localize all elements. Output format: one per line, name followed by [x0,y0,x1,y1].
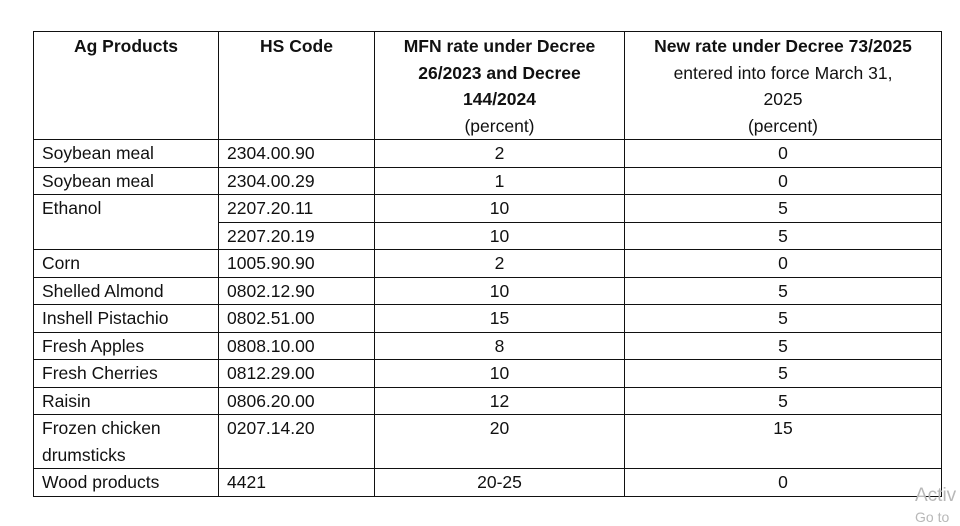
cell-new-rate: 5 [625,195,942,223]
table-row [34,415,942,469]
cell-hs-code: 4421 [219,469,375,497]
cell-hs-code: 1005.90.90 [219,250,375,278]
cell-new-rate: 15 [625,415,942,469]
cell-new-rate: 0 [625,469,942,497]
cell-mfn-rate: 15 [375,305,625,333]
cell-product: Soybean meal [34,140,219,168]
cell-new-rate: 0 [625,250,942,278]
header-mfn-rate [375,32,625,140]
header-new-rate [625,32,942,140]
table-row [34,277,942,305]
header-mfn-line2: 26/2023 and Decree [418,62,581,83]
table-row [34,469,942,497]
cell-new-rate: 5 [625,360,942,388]
cell-hs-code: 0802.12.90 [219,277,375,305]
cell-hs-code: 0207.14.20 [219,415,375,469]
cell-product: Ethanol [34,195,219,250]
cell-mfn-rate: 10 [375,222,625,250]
cell-mfn-rate: 12 [375,387,625,415]
table-row [34,305,942,333]
cell-new-rate: 5 [625,305,942,333]
cell-mfn-rate: 2 [375,250,625,278]
cell-hs-code: 0812.29.00 [219,360,375,388]
cell-mfn-rate: 10 [375,195,625,223]
cell-product: Wood products [34,469,219,497]
header-new-unit: (percent) [747,115,819,136]
cell-mfn-rate: 20-25 [375,469,625,497]
header-new-line2: entered into force March 31, [673,62,893,83]
cell-new-rate: 5 [625,277,942,305]
cell-product: Frozen chicken drumsticks [34,415,219,469]
cell-new-rate: 0 [625,140,942,168]
cell-hs-code: 0802.51.00 [219,305,375,333]
cell-mfn-rate: 10 [375,277,625,305]
table-row [34,250,942,278]
watermark-line1: Activ [915,485,957,506]
table-row [34,387,942,415]
table-row [34,140,942,168]
cell-mfn-rate: 8 [375,332,625,360]
header-mfn-line3: 144/2024 [463,89,536,109]
cell-hs-code: 2304.00.90 [219,140,375,168]
tariff-table [33,31,942,497]
table-row [34,167,942,195]
header-row [34,32,942,140]
cell-mfn-rate: 20 [375,415,625,469]
cell-product: Fresh Cherries [34,360,219,388]
header-mfn-line1: MFN rate under Decree [403,36,596,56]
header-ag-products: Ag Products [34,32,219,140]
header-mfn-unit: (percent) [464,115,535,136]
cell-hs-code: 0806.20.00 [219,387,375,415]
table-row [34,195,942,223]
activation-watermark [915,484,956,526]
cell-new-rate: 5 [625,332,942,360]
watermark-line2: Go to [915,509,950,525]
cell-product: Fresh Apples [34,332,219,360]
cell-mfn-rate: 10 [375,360,625,388]
cell-mfn-rate: 1 [375,167,625,195]
cell-product: Inshell Pistachio [34,305,219,333]
cell-product: Raisin [34,387,219,415]
header-new-line3: 2025 [763,89,803,109]
header-hs-code: HS Code [219,32,375,140]
cell-product: Corn [34,250,219,278]
cell-product: Shelled Almond [34,277,219,305]
cell-hs-code: 2207.20.11 [219,195,375,223]
table-row [34,360,942,388]
header-new-line1: New rate under Decree 73/2025 [654,36,912,56]
table-row [34,332,942,360]
cell-new-rate: 5 [625,222,942,250]
cell-new-rate: 0 [625,167,942,195]
cell-hs-code: 2207.20.19 [219,222,375,250]
cell-mfn-rate: 2 [375,140,625,168]
cell-hs-code: 0808.10.00 [219,332,375,360]
cell-product: Soybean meal [34,167,219,195]
cell-new-rate: 5 [625,387,942,415]
cell-hs-code: 2304.00.29 [219,167,375,195]
